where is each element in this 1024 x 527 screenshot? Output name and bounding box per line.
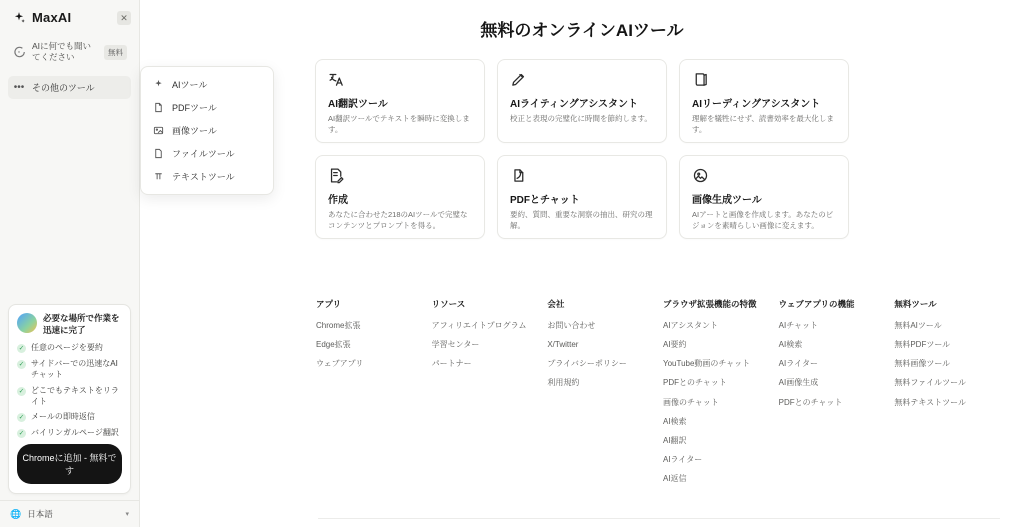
promo-feature-list — [17, 343, 122, 439]
sparkle-icon — [153, 79, 164, 90]
add-to-chrome-button[interactable]: Chromeに追加 - 無料です — [17, 444, 122, 484]
footer-divider — [318, 518, 1000, 519]
footer-link[interactable]: AI翻訳 — [662, 436, 687, 446]
menu-item-label: PDFツール — [172, 103, 217, 113]
footer-link[interactable]: X/Twitter — [547, 340, 579, 350]
tool-card-ai-reading-assistant[interactable] — [679, 59, 849, 143]
promo-feature-label: メールの即時返信 — [31, 412, 95, 422]
card-title: 作成 — [328, 195, 348, 206]
footer-link[interactable]: 無料テキストツール — [894, 397, 967, 407]
tool-card-ai-writing-assistant[interactable] — [497, 59, 667, 143]
footer-link[interactable]: 無料画像ツール — [894, 359, 951, 369]
card-title: 画像生成ツール — [692, 195, 762, 206]
text-icon — [153, 171, 164, 182]
footer-link[interactable]: AI画像生成 — [778, 378, 819, 388]
promo-feature-label: 任意のページを要約 — [31, 343, 103, 353]
footer-link[interactable]: 利用規約 — [547, 378, 580, 388]
promo-header — [17, 313, 122, 336]
footer-link[interactable]: AI検索 — [778, 340, 803, 350]
menu-item-label: テキストツール — [172, 172, 235, 182]
footer-link[interactable]: AI検索 — [662, 416, 687, 426]
sidebar — [0, 0, 140, 527]
footer-link[interactable]: AIライター — [662, 455, 703, 465]
footer-link[interactable]: お問い合わせ — [547, 320, 596, 330]
pencil-icon — [510, 71, 527, 88]
footer-link[interactable]: YouTube動画のチャット — [662, 359, 751, 369]
card-description: あなたに合わせた218のAIツールで完璧なコンテンツとプロンプトを得る。 — [328, 210, 468, 230]
footer-link[interactable]: プライバシーポリシー — [547, 359, 627, 369]
chevron-down-icon: ▾ — [125, 511, 129, 518]
language-label: 日本語 — [27, 509, 53, 519]
menu-item-pdf-tools[interactable] — [141, 96, 273, 119]
ask-ai-row[interactable] — [8, 37, 131, 68]
menu-item-label: 画像ツール — [172, 126, 217, 136]
close-icon[interactable]: ✕ — [117, 11, 131, 25]
menu-item-label: AIツール — [172, 80, 208, 90]
footer-column-company — [547, 299, 653, 493]
footer-link[interactable]: ウェブアプリ — [316, 359, 364, 369]
card-description: AIアートと画像を作成します。あなたのビジョンを素晴らしい画像に変えます。 — [692, 210, 834, 230]
footer-column-title: 会社 — [547, 299, 565, 309]
footer-link[interactable]: AIチャット — [778, 320, 818, 330]
brand — [0, 0, 139, 33]
check-icon: ✓ — [18, 361, 25, 369]
footer-column-free-tools — [894, 299, 1000, 493]
card-title: PDFとチャット — [510, 195, 580, 206]
footer-link[interactable]: PDFとのチャット — [662, 378, 727, 388]
footer-link[interactable]: 無料AIツール — [894, 320, 942, 330]
card-description: AI翻訳ツールでテキストを瞬時に変換します。 — [328, 114, 470, 134]
check-icon: ✓ — [18, 414, 25, 422]
chat-bubble-icon — [12, 45, 26, 59]
footer-link[interactable]: 学習センター — [431, 340, 480, 350]
footer-link[interactable]: 無料ファイルツール — [894, 378, 967, 388]
check-icon: ✓ — [18, 345, 25, 353]
footer-link[interactable]: Chrome拡張 — [316, 320, 361, 330]
footer-column-apps — [316, 299, 422, 493]
menu-item-text-tools[interactable] — [141, 165, 273, 188]
promo-feature-label: どこでもテキストをリライト — [31, 385, 119, 406]
promo-card — [8, 304, 131, 494]
card-description: 校正と表現の完璧化に時間を節約します。 — [510, 114, 652, 123]
sidebar-item-label: その他のツール — [32, 82, 95, 93]
free-badge: 無料 — [104, 45, 127, 60]
card-description: 要約、質問、重要な洞察の抽出、研究の理解。 — [510, 210, 653, 230]
footer-column-title: アプリ — [316, 299, 342, 309]
list-item — [17, 359, 122, 381]
compose-icon — [328, 167, 345, 184]
tool-card-image-generation[interactable] — [679, 155, 849, 239]
page-title: 無料のオンラインAIツール — [480, 21, 684, 40]
footer-link[interactable]: 画像のチャット — [662, 397, 719, 407]
footer-column-title: ブラウザ拡張機能の特徴 — [662, 299, 757, 309]
card-description: 理解を犠牲にせず、読書効率を最大化します。 — [692, 114, 834, 134]
menu-item-label: ファイルツール — [172, 149, 235, 159]
list-item — [17, 386, 122, 408]
footer-link[interactable]: AIアシスタント — [662, 320, 718, 330]
menu-item-file-tools[interactable] — [141, 142, 273, 165]
card-title: AI翻訳ツール — [328, 99, 388, 110]
site-footer — [140, 299, 1024, 493]
file-icon — [153, 148, 164, 159]
tool-card-chat-with-pdf[interactable] — [497, 155, 667, 239]
footer-column-web-app-features — [779, 299, 885, 493]
footer-link[interactable]: AIライター — [778, 359, 818, 369]
card-title: AIライティングアシスタント — [510, 99, 638, 110]
footer-link[interactable]: Edge拡張 — [316, 340, 351, 350]
list-item — [17, 428, 122, 439]
pdf-icon — [153, 102, 164, 113]
translate-icon — [328, 71, 345, 88]
promo-feature-label: サイドバーでの迅速なAIチャット — [31, 359, 118, 380]
footer-column-browser-extension-features — [663, 299, 769, 493]
footer-column-title: ウェブアプリの機能 — [778, 299, 855, 309]
book-icon — [692, 71, 709, 88]
sparkle-icon — [12, 11, 26, 25]
tool-card-compose[interactable] — [315, 155, 485, 239]
footer-link[interactable]: AI要約 — [662, 340, 687, 350]
avatar — [17, 313, 37, 333]
footer-column-title: 無料ツール — [894, 299, 937, 309]
footer-column-resources — [432, 299, 538, 493]
promo-feature-label: バイリンガルページ翻訳 — [31, 428, 119, 438]
sidebar-item-other-tools[interactable] — [8, 76, 131, 99]
check-icon: ✓ — [18, 430, 25, 438]
list-item — [17, 412, 122, 423]
image-icon — [153, 125, 164, 136]
footer-link[interactable]: AI返信 — [662, 474, 687, 484]
footer-link[interactable]: PDFとのチャット — [778, 397, 843, 407]
brand-name: MaxAI — [32, 10, 72, 25]
other-tools-flyout-menu — [140, 66, 274, 195]
ask-ai-label: AIに何でも聞いてください — [32, 41, 92, 63]
menu-item-image-tools[interactable] — [141, 119, 273, 142]
globe-icon: 🌐 — [10, 508, 22, 519]
footer-column-title: リソース — [431, 299, 466, 309]
ellipsis-icon: ••• — [13, 81, 25, 93]
footer-link[interactable]: パートナー — [431, 359, 472, 369]
language-selector[interactable] — [0, 500, 139, 527]
list-item — [17, 343, 122, 354]
check-icon: ✓ — [18, 387, 25, 395]
pdf-icon — [510, 167, 527, 184]
footer-link[interactable]: 無料PDFツール — [894, 340, 951, 350]
promo-title: 必要な場所で作業を迅速に完了 — [43, 313, 120, 335]
image-gen-icon — [692, 167, 709, 184]
card-title: AIリーディングアシスタント — [692, 99, 821, 110]
menu-item-ai-tools[interactable] — [141, 73, 273, 96]
footer-link[interactable]: アフィリエイトプログラム — [431, 320, 527, 330]
tool-card-ai-translate[interactable] — [315, 59, 485, 143]
sidebar-spacer — [0, 99, 139, 305]
